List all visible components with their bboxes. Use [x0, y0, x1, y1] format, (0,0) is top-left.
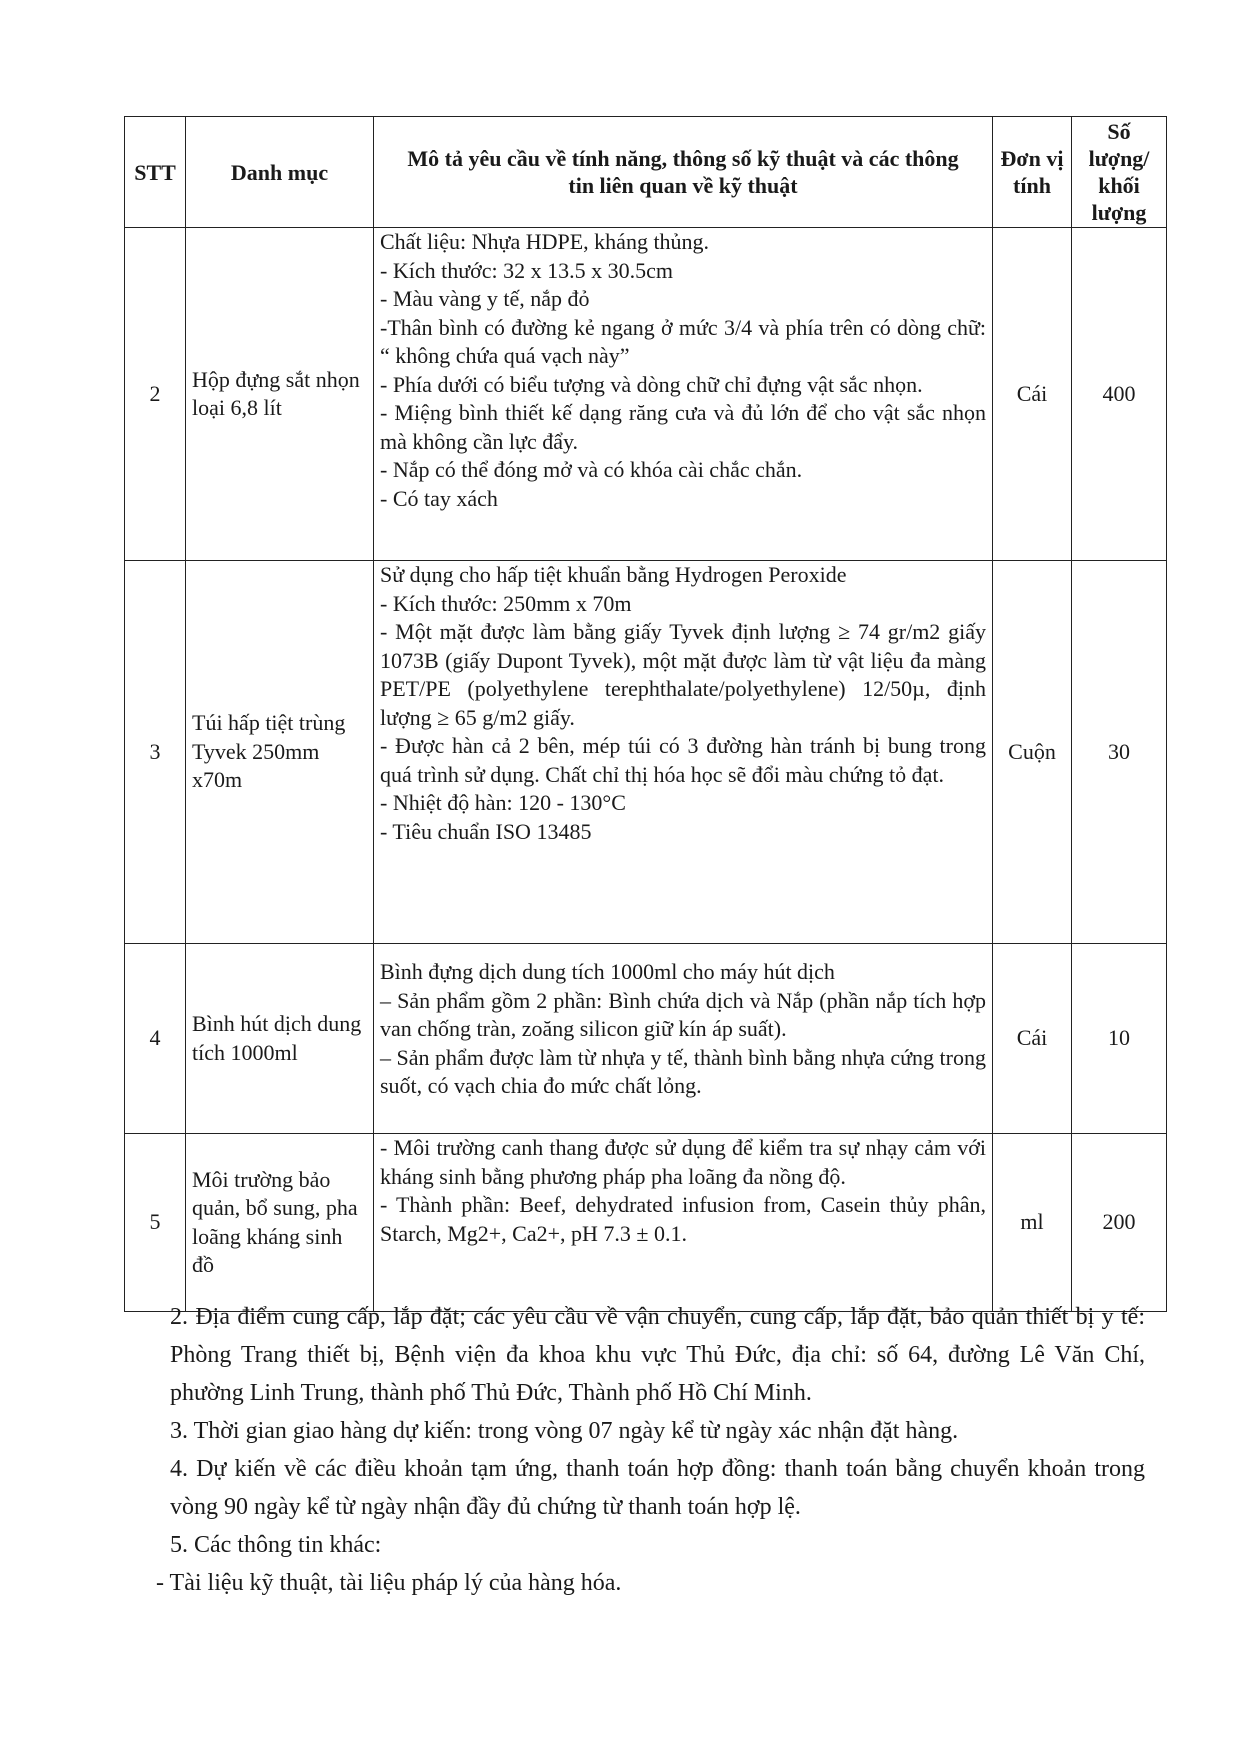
table-row	[125, 944, 1167, 1134]
row-quantity: 400	[1072, 228, 1167, 561]
row-unit: Cuộn	[993, 561, 1072, 944]
row-unit: ml	[993, 1134, 1072, 1312]
table-row	[125, 561, 1167, 944]
header-unit: Đơn vị tính	[993, 117, 1072, 228]
table-row	[125, 1134, 1167, 1312]
description-line: - Môi trường canh thang được sử dụng để kiểm tra sự nhạy cảm với kháng sinh bằng phương pháp pha loãng đa nồng độ.	[380, 1135, 986, 1189]
notes-section	[156, 1298, 1145, 1602]
row-description	[374, 228, 993, 561]
row-unit: Cái	[993, 228, 1072, 561]
description-line: - Màu vàng y tế, nắp đỏ	[380, 286, 590, 311]
description-line: - Kích thước: 250mm x 70m	[380, 590, 632, 616]
equipment-spec-table	[124, 116, 1167, 1312]
note-payment-terms: 4. Dự kiến về các điều khoản tạm ứng, thanh toán hợp đồng: thanh toán bằng chuyển khoản trong vòng 90 ngày kể từ ngày nhận đầy đủ chứng từ thanh toán hợp lệ.	[170, 1456, 1145, 1520]
table-row	[125, 228, 1167, 561]
description-line: - Một mặt được làm bằng giấy Tyvek định lượng ≥ 74 gr/m2 giấy 1073B (giấy Dupont Tyvek), một mặt được làm từ vật liệu đa màng PET/PE (polyethylene terephthalate/polyethylene) 12/50µ, định lượng ≥ 65 g/m2 giấy.	[380, 619, 986, 730]
header-category: Danh mục	[186, 117, 374, 228]
description-line: - Kích thước: 32 x 13.5 x 30.5cm	[380, 257, 674, 283]
note-delivery-time: 3. Thời gian giao hàng dự kiến: trong vòng 07 ngày kể từ ngày xác nhận đặt hàng.	[170, 1418, 959, 1444]
description-line: - Thành phần: Beef, dehydrated infusion from, Casein thủy phân, Starch, Mg2+, Ca2+, pH 7.3 ± 0.1.	[380, 1192, 986, 1246]
row-quantity: 200	[1072, 1134, 1167, 1312]
row-stt: 5	[125, 1134, 186, 1312]
row-description	[374, 1134, 993, 1312]
description-line: Sử dụng cho hấp tiệt khuẩn bằng Hydrogen Peroxide	[380, 562, 847, 587]
row-quantity: 30	[1072, 561, 1167, 944]
description-line: - Được hàn cả 2 bên, mép túi có 3 đường hàn tránh bị bung trong quá trình sử dụng. Chất chỉ thị hóa học sẽ đổi màu chứng tỏ đạt.	[380, 733, 986, 787]
header-stt: STT	[125, 117, 186, 228]
row-description	[374, 561, 993, 944]
note-other-info-bullet: - Tài liệu kỹ thuật, tài liệu pháp lý của hàng hóa.	[156, 1570, 622, 1596]
table-header-row	[125, 117, 1167, 228]
header-quantity: Số lượng/ khối lượng	[1072, 117, 1167, 228]
row-category: Hộp đựng sắt nhọn loại 6,8 lít	[186, 228, 374, 561]
description-line: - Có tay xách	[380, 485, 498, 511]
row-unit: Cái	[993, 944, 1072, 1134]
description-line: - Nắp có thể đóng mở và có khóa cài chắc chắn.	[380, 457, 803, 482]
row-stt: 4	[125, 944, 186, 1134]
description-line: – Sản phẩm gồm 2 phần: Bình chứa dịch và Nắp (phần nắp tích hợp van chống tràn, zoăng silicon giữ kín áp suất).	[380, 987, 986, 1041]
description-line: Chất liệu: Nhựa HDPE, kháng thủng.	[380, 229, 710, 254]
row-quantity: 10	[1072, 944, 1167, 1134]
row-stt: 3	[125, 561, 186, 944]
row-category: Túi hấp tiệt trùng Tyvek 250mm x70m	[186, 561, 374, 944]
description-line: - Miệng bình thiết kế dạng răng cưa và đủ lớn để cho vật sắc nhọn mà không cần lực đẩy.	[380, 400, 986, 454]
description-line: - Phía dưới có biểu tượng và dòng chữ chỉ đựng vật sắc nhọn.	[380, 371, 923, 397]
note-delivery-location: 2. Địa điểm cung cấp, lắp đặt; các yêu cầu về vận chuyển, cung cấp, lắp đặt, bảo quản thiết bị y tế: Phòng Trang thiết bị, Bệnh viện đa khoa khu vực Thủ Đức, địa chỉ: số 64, đường Lê Văn Chí, phường Linh Trung, thành phố Thủ Đức, Thành phố Hồ Chí Minh.	[170, 1304, 1145, 1406]
row-category: Bình hút dịch dung tích 1000ml	[186, 944, 374, 1134]
description-line: – Sản phẩm được làm từ nhựa y tế, thành bình bằng nhựa cứng trong suốt, có vạch chia đo mức chất lỏng.	[380, 1044, 986, 1098]
row-stt: 2	[125, 228, 186, 561]
description-line: - Nhiệt độ hàn: 120 - 130°C	[380, 790, 626, 815]
row-category: Môi trường bảo quản, bổ sung, pha loãng kháng sinh đồ	[186, 1134, 374, 1312]
description-line: -Thân bình có đường kẻ ngang ở mức 3/4 và phía trên có dòng chữ: “ không chứa quá vạch này”	[380, 314, 986, 368]
row-description	[374, 944, 993, 1134]
note-other-info: 5. Các thông tin khác:	[170, 1532, 382, 1558]
description-line: - Tiêu chuẩn ISO 13485	[380, 818, 592, 844]
description-line: Bình đựng dịch dung tích 1000ml cho máy hút dịch	[380, 959, 835, 984]
header-description: Mô tả yêu cầu về tính năng, thông số kỹ thuật và các thông tin liên quan về kỹ thuật	[374, 117, 993, 228]
